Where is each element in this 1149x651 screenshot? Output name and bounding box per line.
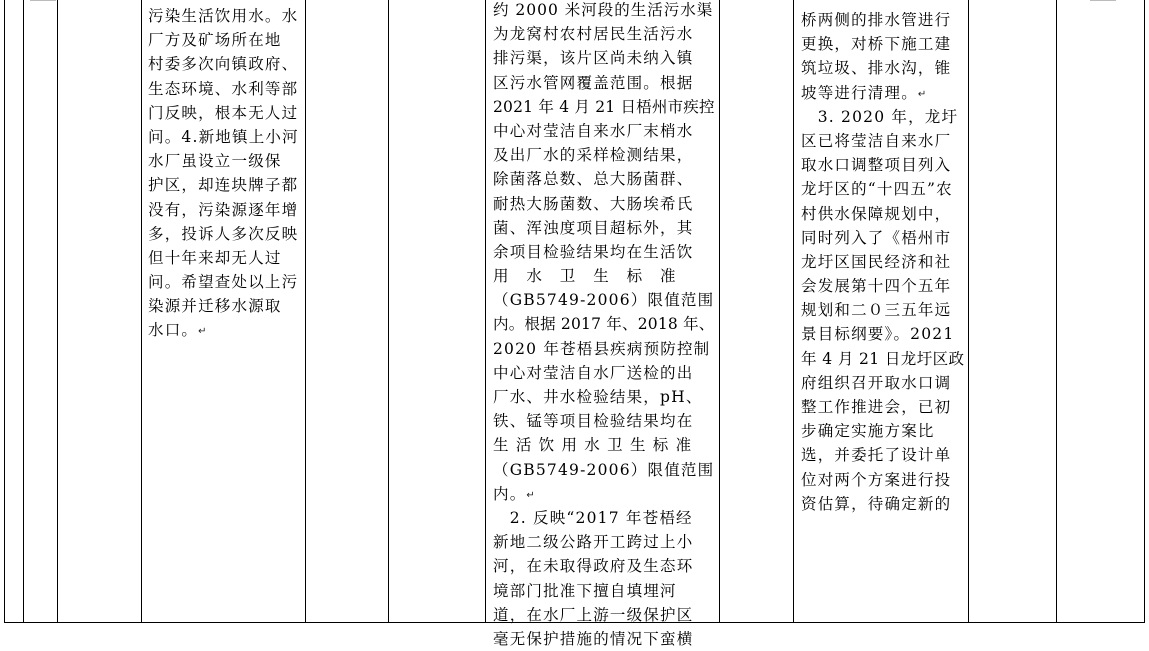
table-column-divider [719, 0, 720, 623]
text-line: （GB5749-2006）限值范围 [493, 291, 715, 310]
text-line: 3. 2020 年，龙圩 [801, 107, 959, 126]
table-column-divider [793, 0, 794, 623]
page-corner-mark [30, 0, 56, 4]
text-line: 村供水保障规划中， [801, 204, 952, 223]
text-line: 水口。↵ [148, 321, 207, 340]
text-line: 但十年来却无人过 [148, 248, 282, 267]
text-line: 道，在水厂上游一级保护区 [493, 605, 694, 624]
text-line: 没有，污染源逐年增 [148, 200, 299, 219]
text-line: 内。根据 2017 年、2018 年、 [493, 315, 715, 334]
text-line: 河，在未取得政府及生态环 [493, 557, 694, 576]
text-line: 余项目检验结果均在生活饮 [493, 242, 694, 261]
text-line: 2. 反映“2017 年苍梧经 [493, 508, 693, 527]
text-line: 境部门批准下擅自填埋河 [493, 581, 677, 600]
text-line: 更换，对桥下施工建 [801, 35, 952, 54]
table-column-divider [305, 0, 306, 623]
text-line: 龙圩区的“十四五”农 [801, 180, 953, 199]
text-line: 年 4 月 21 日龙圩区政 [801, 349, 965, 368]
text-line: 桥两侧的排水管进行 [801, 11, 952, 29]
return-mark-icon: ↵ [917, 88, 927, 100]
text-line: 内。↵ [493, 484, 535, 503]
return-mark-icon: ↵ [526, 489, 535, 501]
table-column-divider [485, 0, 486, 623]
text-line: 厂水、井水检验结果，pH、 [493, 388, 703, 406]
text-line: 染源并迁移水源取 [148, 297, 282, 316]
text-line: 2021 年 4 月 21 日梧州市疾控 [493, 97, 715, 116]
table-border-left [4, 0, 5, 623]
text-line: 府组织召开取水口调 [801, 373, 952, 392]
text-line: 门反映，根本无人过 [148, 103, 299, 122]
table-column-divider [1056, 0, 1057, 623]
page-corner-mark [1090, 0, 1116, 4]
text-line: 毫无保护措施的情况下蛮横 [493, 629, 694, 648]
table-column-divider [388, 0, 389, 623]
text-line: 龙圩区国民经济和社 [801, 252, 952, 271]
table-column-divider [968, 0, 969, 623]
table-column-divider [141, 0, 142, 623]
text-line: 用 水 卫 生 标 准 [493, 267, 677, 286]
text-line: 区污水管网覆盖范围。根据 [493, 73, 694, 92]
text-line: 会发展第十四个五年 [801, 277, 952, 296]
investigation-text-cell [493, 0, 715, 651]
text-line: 新地二级公路开工跨过上小 [493, 533, 694, 552]
text-line: 及出厂水的采样检测结果， [493, 146, 694, 165]
complaint-text-cell [148, 4, 302, 343]
text-line: 资估算，待确定新的 [801, 494, 952, 513]
text-line: 中心对莹洁自水厂送检的出 [493, 363, 694, 382]
text-line: 为龙窝村农村居民生活污水 [493, 25, 694, 44]
text-line: 选，并委托了设计单 [801, 446, 952, 465]
text-line: 铁、锰等项目检验结果均在 [493, 412, 694, 431]
text-line: 问。希望查处以上污 [148, 273, 299, 292]
text-line: 整工作推进会，已初 [801, 398, 952, 416]
text-line: 约 2000 米河段的生活污水渠 [493, 1, 714, 19]
text-line: 护区，却连块牌子都 [148, 176, 299, 195]
text-line: 取水口调整项目列入 [801, 156, 952, 175]
text-line: 同时列入了《梧州市 [801, 228, 952, 247]
text-line: 中心对莹洁自来水厂末梢水 [493, 121, 694, 140]
text-line: 问。4.新地镇上小河 [148, 127, 299, 146]
text-line: 规划和二０三五年远 [801, 301, 952, 320]
text-line: 步确定实施方案比 [801, 422, 935, 441]
text-line: 菌、浑浊度项目超标外，其 [493, 218, 694, 237]
text-line: 区已将莹洁自来水厂 [801, 131, 952, 150]
text-line: （GB5749-2006）限值范围 [493, 460, 715, 479]
table-border-right [1144, 0, 1145, 623]
table-column-divider [57, 0, 58, 623]
text-line: 生 活 饮 用 水 卫 生 标 准 [493, 436, 693, 455]
text-line: 村委多次向镇政府、 [148, 55, 299, 74]
text-line: 生态环境、水利等部 [148, 79, 299, 98]
rectification-text-cell [801, 8, 965, 516]
text-line: 厂方及矿场所在地 [148, 31, 282, 50]
text-line: 污染生活饮用水。水 [148, 7, 299, 25]
text-line: 多，投诉人多次反映 [148, 224, 299, 243]
return-mark-icon: ↵ [198, 326, 207, 338]
text-line: 除菌落总数、总大肠菌群、 [493, 170, 694, 189]
text-line: 耐热大肠菌数、大肠埃希氏 [493, 194, 694, 213]
text-line: 坡等进行清理。↵ [801, 83, 927, 102]
text-line: 景目标纲要》。2021 [801, 325, 955, 344]
table-column-divider [23, 0, 24, 623]
text-line: 2020 年苍梧县疾病预防控制 [493, 339, 711, 358]
text-line: 位对两个方案进行投 [801, 470, 952, 489]
text-line: 筑垃圾、排水沟，锥 [801, 59, 952, 78]
text-line: 水厂虽设立一级保 [148, 152, 282, 171]
text-line: 排污渠，该片区尚未纳入镇 [493, 49, 694, 68]
